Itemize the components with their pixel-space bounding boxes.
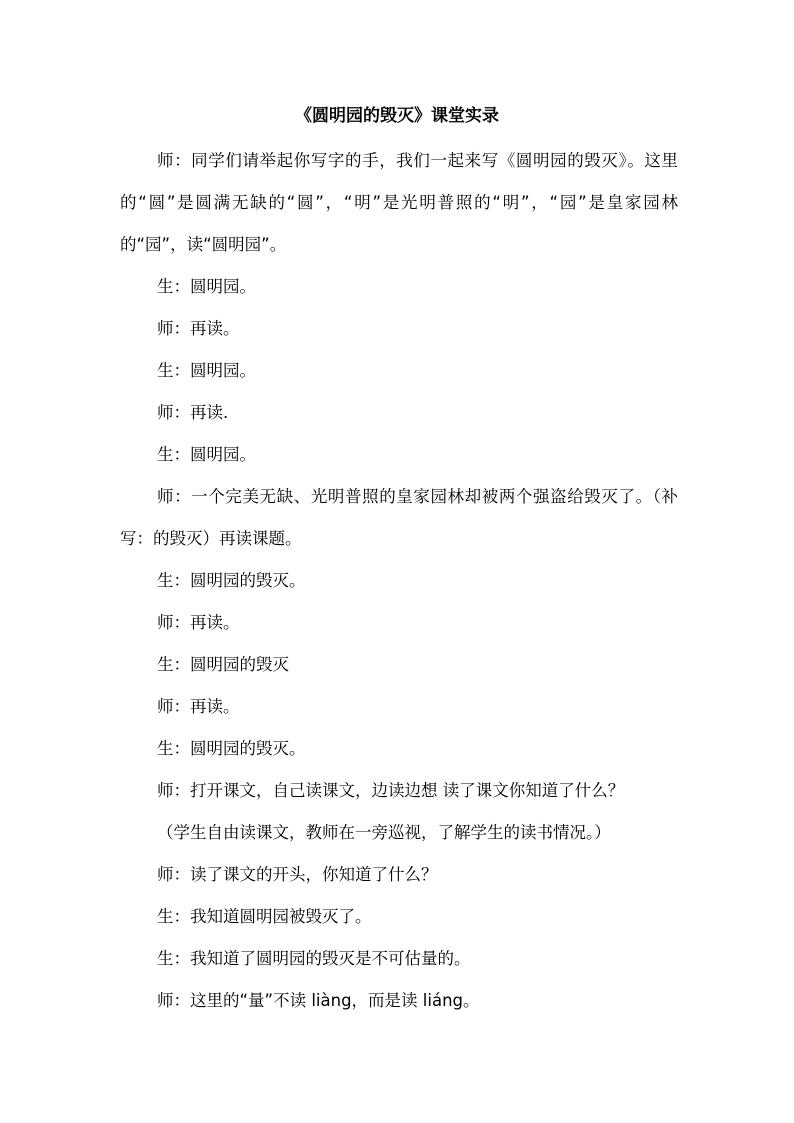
paragraph-10: 生：圆明园的毁灭 bbox=[157, 655, 289, 674]
paragraph-7: 师：一个完美无缺、光明普照的皇家园林却被两个强盗给毁灭了。（补写：的毁灭）再读课题。 bbox=[120, 487, 678, 548]
paragraph-14: （学生自由读课文，教师在一旁巡视，了解学生的读书情况。） bbox=[157, 823, 611, 842]
paragraph-18: 师：这里的“量”不读 liàng，而是读 liáng。 bbox=[157, 991, 480, 1010]
paragraph-1: 师：同学们请举起你写字的手，我们一起来写《圆明园的毁灭》。这里的“圆”是圆满无缺的“圆”，“明”是光明普照的“明”，“园”是皇家园林的“园”，读“圆明园”。 bbox=[120, 151, 678, 254]
paragraph-15: 师：读了课文的开头，你知道了什么？ bbox=[157, 865, 438, 884]
paragraph-5: 师：再读. bbox=[157, 403, 229, 422]
paragraph-4: 生：圆明园。 bbox=[157, 361, 256, 380]
paragraph-13: 师：打开课文，自己读课文，边读边想 读了课文你知道了什么？ bbox=[157, 781, 625, 800]
paragraph-12: 生：圆明园的毁灭。 bbox=[157, 739, 306, 758]
paragraph-2: 生：圆明园。 bbox=[157, 277, 256, 296]
paragraph-16: 生：我知道圆明园被毁灭了。 bbox=[157, 907, 372, 926]
paragraph-17: 生：我知道了圆明园的毁灭是不可估量的。 bbox=[157, 949, 471, 968]
paragraph-8: 生：圆明园的毁灭。 bbox=[157, 571, 306, 590]
document-title: 《圆明园的毁灭》课堂实录 bbox=[295, 106, 499, 126]
paragraph-11: 师：再读。 bbox=[157, 697, 240, 716]
paragraph-9: 师：再读。 bbox=[157, 613, 240, 632]
paragraph-3: 师：再读。 bbox=[157, 319, 240, 338]
paragraph-6: 生：圆明园。 bbox=[157, 445, 256, 464]
